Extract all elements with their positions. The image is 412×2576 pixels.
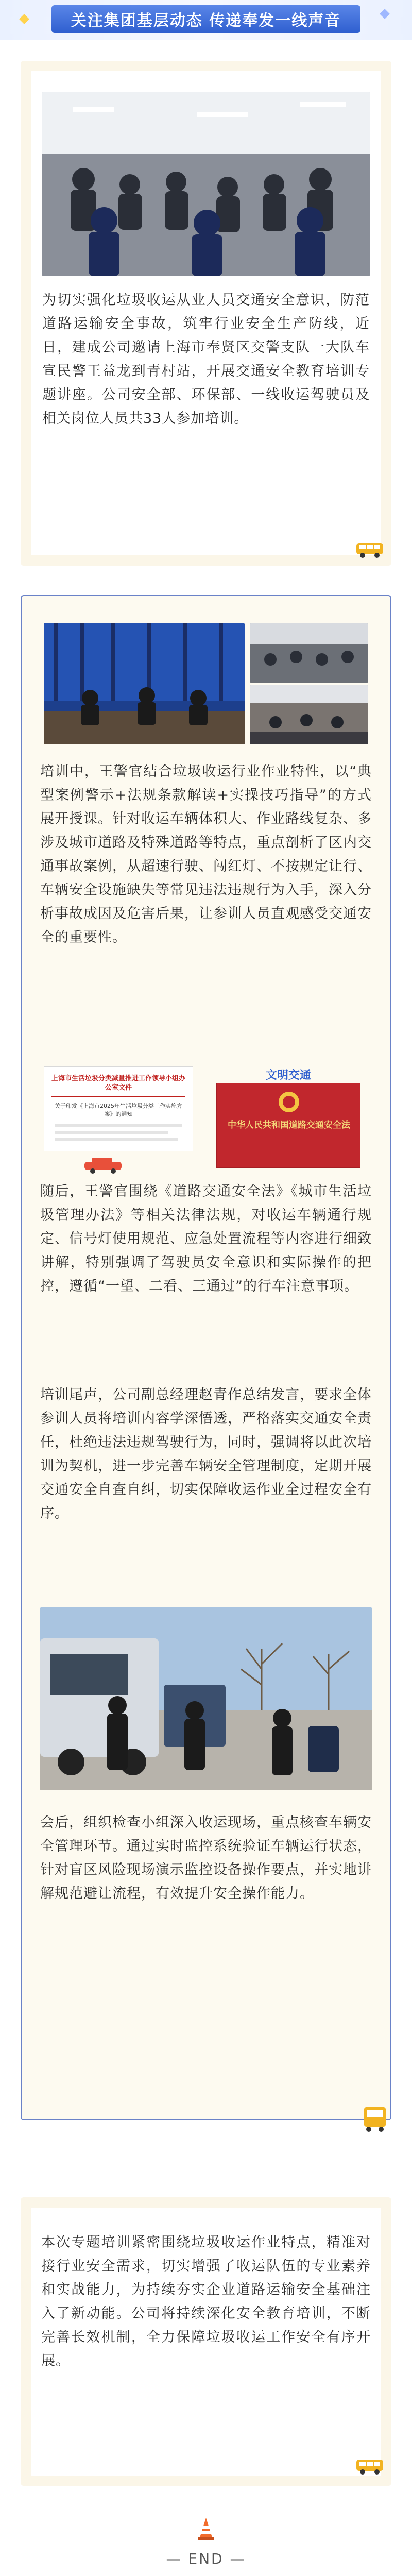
section-3-paragraph: 本次专题培训紧密围绕垃圾收运作业特点，精准对接行业安全需求，切实增强了收运队伍的专业素养和实战能力，为持续夯实企业道路运输安全基础注入了新动能。公司将持续深化安全教育培训，不断完善长效机制，全力保障垃圾收运工作安全有序开展。 <box>41 2234 371 2369</box>
traffic-cone-icon <box>197 2517 215 2540</box>
bus-icon <box>360 2105 389 2133</box>
training-photo-1 <box>42 92 370 276</box>
regulation-document-image <box>44 1066 193 1151</box>
book-caption: 文明交通 <box>265 1069 311 1082</box>
car-icon <box>82 1157 124 1174</box>
document-title: 上海市生活垃圾分类减量推进工作领导小组办公室文件 <box>51 1075 185 1092</box>
traffic-law-book-image <box>216 1083 360 1168</box>
section-1-paragraph: 为切实强化垃圾收运从业人员交通安全意识，防范道路运输安全事故，筑牢行业安全生产防线，近日，建成公司邀请上海市奉贤区交警支队一大队车宣民警王益龙到青村站，开展交通安全教育培训专题讲座。公司安全部、环保部、一线收运驾驶员及相关岗位人员共33人参加培训。 <box>42 292 370 427</box>
training-photo-2 <box>44 623 245 744</box>
header-banner <box>0 0 412 40</box>
star-icon <box>380 9 390 19</box>
section-2-paragraph-1: 培训中，王警官结合垃圾收运行业作业特性，以“典型案例警示+法规条款解读+实操技巧指导”的方式展开授课。针对收运车辆体积大、作业路线复杂、多涉及城市道路及特殊道路等特点，重点剖析了区内交通事故案例，从超速行驶、闯红灯、不按规定让行、车辆安全设施缺失等常见违法违规行为入手，深入分析事故成因及危害后果，让参训人员直观感受交通安全的重要性。 <box>40 764 372 945</box>
bus-icon <box>355 541 384 558</box>
book-title: 中华人民共和国道路交通安全法 <box>228 1120 350 1130</box>
training-photo-3 <box>250 623 368 683</box>
training-photo-4 <box>250 685 368 744</box>
document-subtitle: 关于印发《上海市2025年生活垃圾分类工作实施方案》的通知 <box>55 1103 182 1117</box>
bus-icon <box>355 2458 384 2475</box>
emblem-icon <box>278 1091 300 1113</box>
end-label: — END — <box>166 2550 246 2567</box>
header-title-box <box>52 5 360 33</box>
section-2-paragraph-2: 随后，王警官围绕《道路交通安全法》《城市生活垃圾管理办法》等相关法律法规，对收运车辆通行规定、信号灯使用规范、应急处置流程等内容进行细致讲解，特别强调了驾驶员安全意识和实际操作的把控，遵循“一望、二看、三通过”的行车注意事项。 <box>40 1183 372 1294</box>
star-icon <box>19 14 29 24</box>
section-2-paragraph-4: 会后，组织检查小组深入收运现场，重点核查车辆安全管理环节。通过实时监控系统验证车辆运行状态，针对盲区风险现场演示监控设备操作要点，并实地讲解规范避让流程，有效提升安全操作能力。 <box>40 1815 372 1902</box>
document-divider <box>52 1096 185 1097</box>
header-title: 关注集团基层动态 传递奉发一线声音 <box>71 12 341 30</box>
site-inspection-photo <box>40 1607 372 1790</box>
section-2-paragraph-3: 培训尾声，公司副总经理赵青作总结发言，要求全体参训人员将培训内容学深悟透，严格落实交通安全责任，杜绝违法违规驾驶行为，同时，强调将以此次培训为契机，进一步完善车辆安全管理制度，定期开展交通安全自查自纠，切实保障收运作业全过程安全有序。 <box>40 1387 372 1521</box>
